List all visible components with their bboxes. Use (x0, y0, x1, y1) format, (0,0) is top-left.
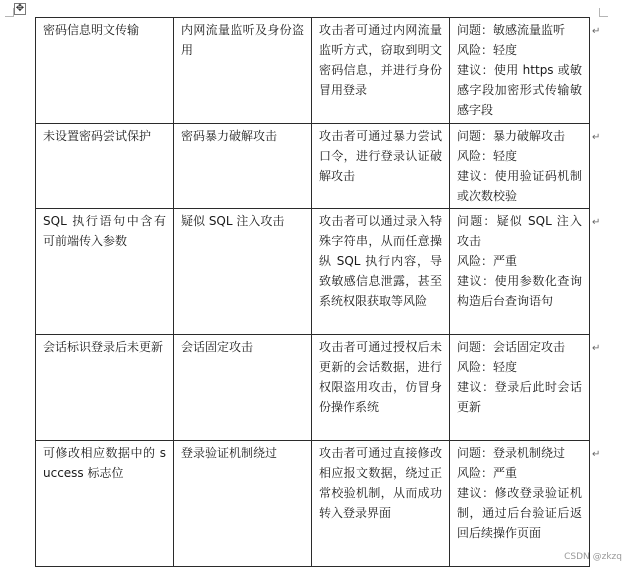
table-row (36, 335, 590, 441)
vuln-cell[interactable] (36, 441, 174, 567)
vuln-text: 可修改相应数据中的 success 标志位 (43, 446, 166, 480)
description-text: 攻击者可通过授权后未更新的会话数据，进行权限盗用攻击，仿冒身份操作系统 (319, 340, 442, 414)
vuln-text: 密码信息明文传输 (43, 23, 140, 37)
description-cell[interactable] (312, 335, 450, 441)
recommendation-cell[interactable] (450, 441, 590, 567)
table-move-icon[interactable]: ✥ (15, 3, 25, 14)
description-text: 攻击者可以通过录入特殊字符串，从而任意操纵 SQL 执行内容，导致敏感信息泄露，甚至系统权限获取等风险 (319, 214, 442, 308)
vuln-text: 未设置密码尝试保护 (43, 129, 152, 143)
attack-cell[interactable] (174, 209, 312, 335)
recommendation-cell[interactable] (450, 124, 590, 209)
description-cell[interactable] (312, 124, 450, 209)
paragraph-return-icon: ↵ (592, 343, 601, 354)
description-cell[interactable] (312, 209, 450, 335)
description-cell[interactable] (312, 18, 450, 124)
paragraph-return-icon: ↵ (592, 132, 601, 143)
page-corner-mark-left (5, 8, 14, 17)
vuln-cell[interactable] (36, 18, 174, 124)
paragraph-return-icon: ↵ (592, 449, 601, 460)
description-text: 攻击者可通过暴力尝试口令，进行登录认证破解攻击 (319, 129, 442, 183)
recommendation-text: 问题：会话固定攻击 风险：轻度 建议：登录后此时会话更新 (457, 340, 582, 414)
vuln-cell[interactable] (36, 124, 174, 209)
vuln-text: SQL 执行语句中含有可前端传入参数 (43, 214, 166, 248)
attack-cell[interactable] (174, 124, 312, 209)
description-text: 攻击者可通过内网流量监听方式，窃取到明文密码信息，并进行身份冒用登录 (319, 23, 442, 97)
attack-cell[interactable] (174, 441, 312, 567)
recommendation-cell[interactable] (450, 209, 590, 335)
security-issues-table (35, 17, 590, 567)
attack-text: 登录验证机制绕过 (181, 446, 278, 460)
recommendation-text: 问题：疑似 SQL 注入攻击 风险：严重 建议：使用参数化查询构造后台查询语句 (457, 214, 582, 308)
table-row (36, 441, 590, 567)
attack-text: 疑似 SQL 注入攻击 (181, 214, 285, 228)
recommendation-text: 问题：登录机制绕过 风险：严重 建议：修改登录验证机制，通过后台验证后返回后续操作页面 (457, 446, 582, 540)
watermark: CSDN @zkzq (564, 552, 622, 562)
recommendation-text: 问题：敏感流量监听 风险：轻度 建议：使用 https 或敏感字段加密形式传输敏感字段 (457, 23, 582, 117)
table-row (36, 124, 590, 209)
recommendation-text: 问题：暴力破解攻击 风险：轻度 建议：使用验证码机制或次数校验 (457, 129, 582, 203)
description-cell[interactable] (312, 441, 450, 567)
attack-cell[interactable] (174, 18, 312, 124)
paragraph-return-icon: ↵ (592, 217, 601, 228)
vuln-cell[interactable] (36, 335, 174, 441)
attack-text: 会话固定攻击 (181, 340, 254, 354)
table-row (36, 18, 590, 124)
attack-cell[interactable] (174, 335, 312, 441)
paragraph-return-icon: ↵ (592, 26, 601, 37)
vuln-text: 会话标识登录后未更新 (43, 340, 164, 354)
description-text: 攻击者可通过直接修改相应报文数据，绕过正常校验机制，从而成功转入登录界面 (319, 446, 442, 520)
recommendation-cell[interactable] (450, 18, 590, 124)
recommendation-cell[interactable] (450, 335, 590, 441)
table-row (36, 209, 590, 335)
attack-text: 内网流量监听及身份盗用 (181, 23, 304, 57)
page-corner-mark-right (599, 8, 608, 17)
vuln-cell[interactable] (36, 209, 174, 335)
attack-text: 密码暴力破解攻击 (181, 129, 278, 143)
